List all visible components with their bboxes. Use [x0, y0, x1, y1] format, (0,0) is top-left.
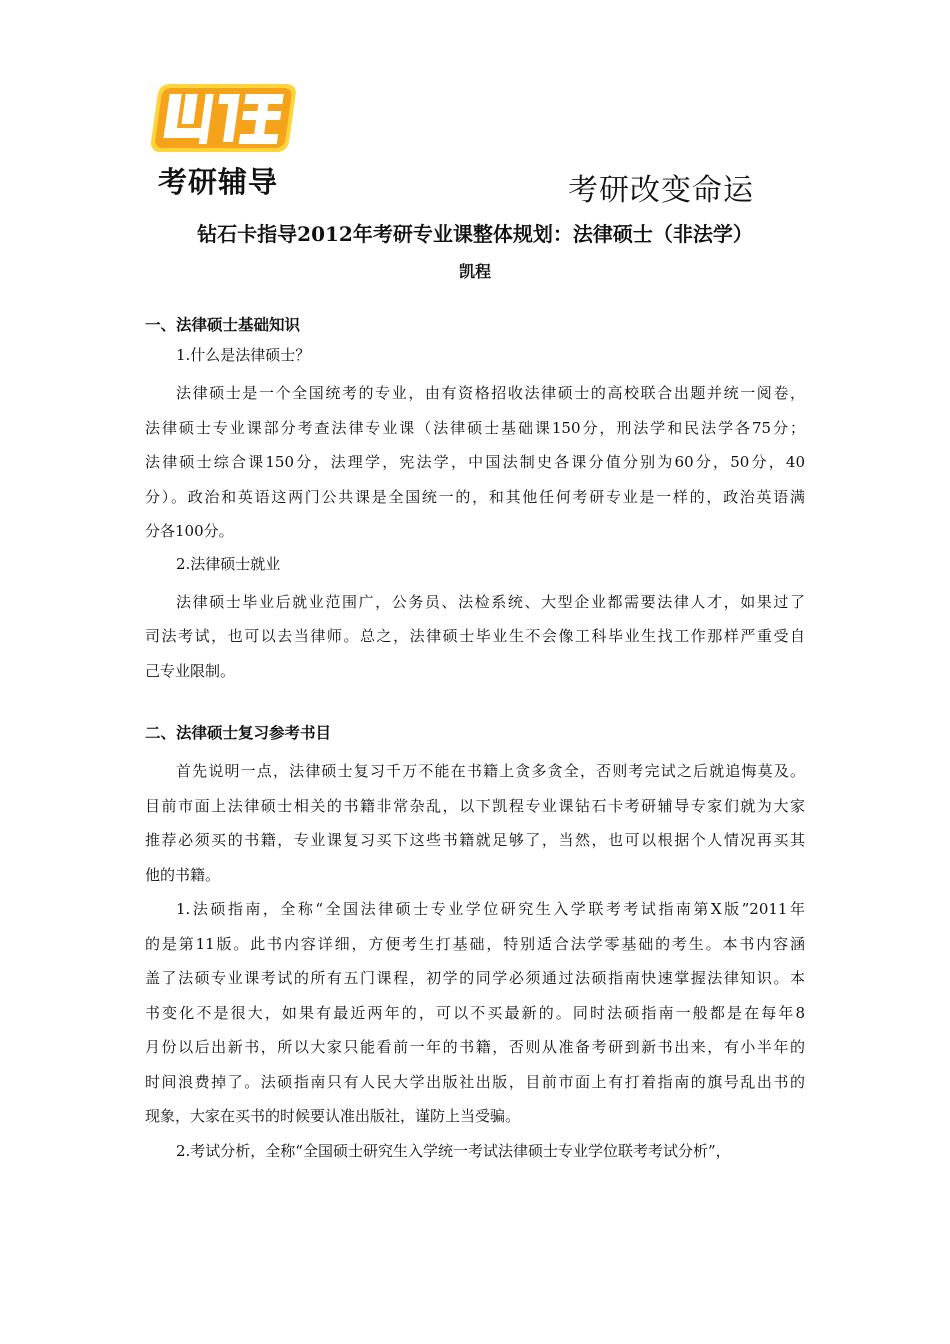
section-heading: 一、法律硕士基础知识	[145, 316, 301, 334]
paragraph	[145, 754, 805, 892]
paragraph-line: 盖了法硕专业课考试的所有五门课程，初学的同学必须通过法硕指南快速掌握法律知识。本	[145, 969, 805, 987]
logo-graphic-icon	[148, 78, 308, 158]
author: 凯程	[458, 262, 491, 281]
paragraph-line: 目前市面上法律硕士相关的书籍非常杂乱，以下凯程专业课钻石卡考研辅导专家们就为大家	[145, 796, 805, 815]
paragraph-line: 己专业限制。	[145, 661, 236, 680]
paragraph-line: 分各100分。	[145, 522, 234, 540]
paragraph-line: 法律硕士毕业后就业范围广，公务员、法检系统、大型企业都需要法律人才，如果过了	[176, 592, 805, 611]
paragraph-line: 分）。政治和英语这两门公共课是全国统一的，和其他任何考研专业是一样的，政治英语满	[145, 487, 805, 506]
paragraph-line: 时间浪费掉了。法硕指南只有人民大学出版社出版，目前市面上有打着指南的旗号乱出书的	[145, 1072, 805, 1091]
paragraph-line: 法律硕士是一个全国统考的专业，由有资格招收法律硕士的高校联合出题并统一阅卷，	[176, 384, 805, 402]
logo-word	[148, 78, 149, 79]
paragraph-line: 书变化不是很大，如果有最近两年的，可以不买最新的。同时法硕指南一般都是在每年8	[145, 1003, 805, 1022]
paragraph-line: 司法考试，也可以去当律师。总之，法律硕士毕业生不会像工科毕业生找工作那样严重受自	[145, 627, 805, 645]
paragraph	[145, 585, 805, 689]
paragraph	[145, 376, 805, 549]
paragraph-line: 现象，大家在买书的时候要认准出版社，谨防上当受骗。	[145, 1107, 521, 1125]
document-body	[145, 310, 805, 1168]
paragraph-line: 推荐必须买的书籍，专业课复习买下这些书籍就足够了，当然，也可以根据个人情况再买其	[145, 831, 805, 849]
page-title: 钻石卡指导2012年考研专业课整体规划：法律硕士（非法学）	[197, 222, 753, 246]
slogan: 考研改变命运	[568, 173, 754, 208]
section-heading: 二、法律硕士复习参考书目	[145, 724, 332, 742]
paragraph-line: 他的书籍。	[145, 865, 221, 884]
paragraph-line: 月份以后出新书，所以大家只能看前一年的书籍，否则从准备考研到新书出来，有小半年的	[145, 1038, 805, 1056]
paragraph-line: 的是第11版。此书内容详细，方便考生打基础，特别适合法学零基础的考生。本书内容涵	[145, 934, 805, 953]
paragraph-line: 法律硕士专业课部分考查法律专业课（法律硕士基础课150分，刑法学和民法学各75分；	[145, 418, 805, 437]
subsection-heading: 1.什么是法律硕士？	[176, 346, 311, 364]
subsection-heading: 2.法律硕士就业	[176, 554, 281, 573]
paragraph-line: 首先说明一点，法律硕士复习千万不能在书籍上贪多贪全，否则考完试之后就追悔莫及。	[176, 762, 805, 780]
paragraph	[145, 892, 805, 1134]
paragraph-line: 2.考试分析，全称“全国硕士研究生入学统一考试法律硕士专业学位联考考试分析”，	[176, 1141, 731, 1160]
logo-caption: 考研辅导	[158, 165, 279, 199]
paragraph-line: 1.法硕指南，全称“全国法律硕士专业学位研究生入学联考考试指南第X版”2011年	[176, 900, 805, 918]
kaicheng-logo	[148, 78, 308, 198]
paragraph	[145, 1134, 805, 1169]
paragraph-line: 法律硕士综合课150分，法理学，宪法学，中国法制史各课分值分别为60分，50分，40	[145, 453, 805, 471]
